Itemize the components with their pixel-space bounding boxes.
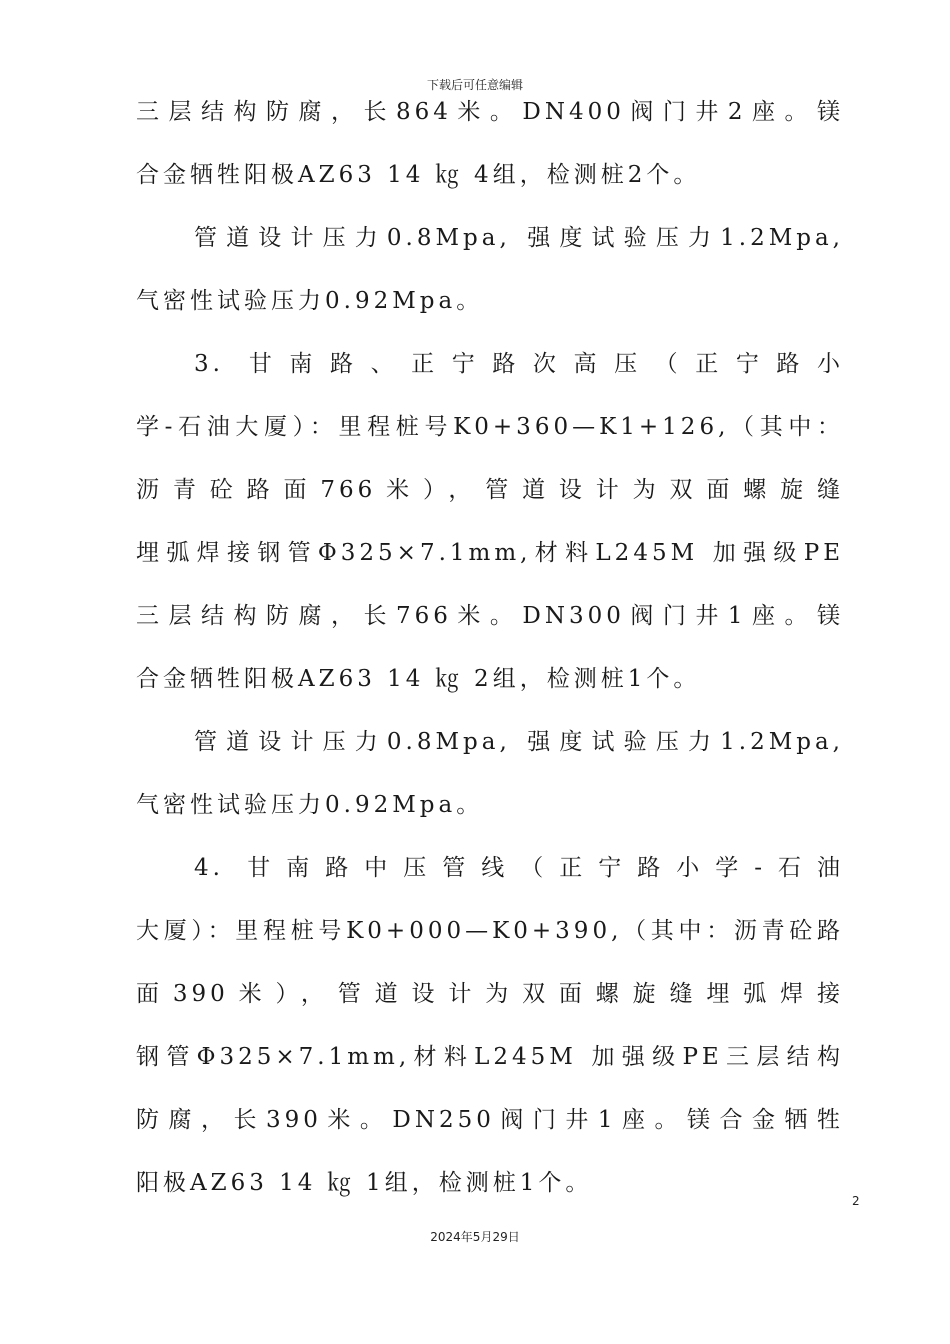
text-line: 钢管Φ325×7.1mm,材料L245M 加强级PE三层结构 — [136, 1044, 844, 1070]
text-line: 面390米），管道设计为双面螺旋缝埋弧焊接 — [136, 981, 844, 1007]
text-line: 三层结构防腐，长864米。DN400阀门井2座。镁 — [136, 99, 844, 125]
text-line: 防腐，长390米。DN250阀门井1座。镁合金牺牲 — [136, 1107, 844, 1133]
text-line: 埋弧焊接钢管Φ325×7.1mm,材料L245M 加强级PE — [136, 540, 844, 566]
page-number: 2 — [852, 1194, 860, 1208]
text-line: 合金牺牲阳极AZ63 14 ㎏ 4组，检测桩2个。 — [136, 162, 701, 188]
text-line: 4. 甘南路中压管线（正宁路小学-石油 — [194, 855, 844, 881]
text-line: 沥青砼路面766米），管道设计为双面螺旋缝 — [136, 477, 844, 503]
text-line: 管道设计压力0.8Mpa, 强度试验压力1.2Mpa, — [194, 729, 844, 755]
text-line: 三层结构防腐，长766米。DN300阀门井1座。镁 — [136, 603, 844, 629]
text-line: 合金牺牲阳极AZ63 14 ㎏ 2组，检测桩1个。 — [136, 666, 701, 692]
header-note: 下载后可任意编辑 — [426, 78, 523, 92]
text-line: 学-石油大厦）：里程桩号K0+360—K1+126,（其中： — [136, 414, 844, 440]
footer-date: 2024年5月29日 — [430, 1230, 520, 1244]
text-line: 管道设计压力0.8Mpa, 强度试验压力1.2Mpa, — [194, 225, 844, 251]
text-line: 大厦）：里程桩号K0+000—K0+390,（其中：沥青砼路 — [136, 918, 844, 944]
text-line: 气密性试验压力0.92Mpa。 — [136, 792, 484, 818]
text-line: 3. 甘南路、正宁路次高压（正宁路小 — [194, 351, 844, 377]
text-line: 阳极AZ63 14 ㎏ 1组，检测桩1个。 — [136, 1170, 593, 1196]
document-body — [136, 96, 844, 1230]
text-line: 气密性试验压力0.92Mpa。 — [136, 288, 484, 314]
